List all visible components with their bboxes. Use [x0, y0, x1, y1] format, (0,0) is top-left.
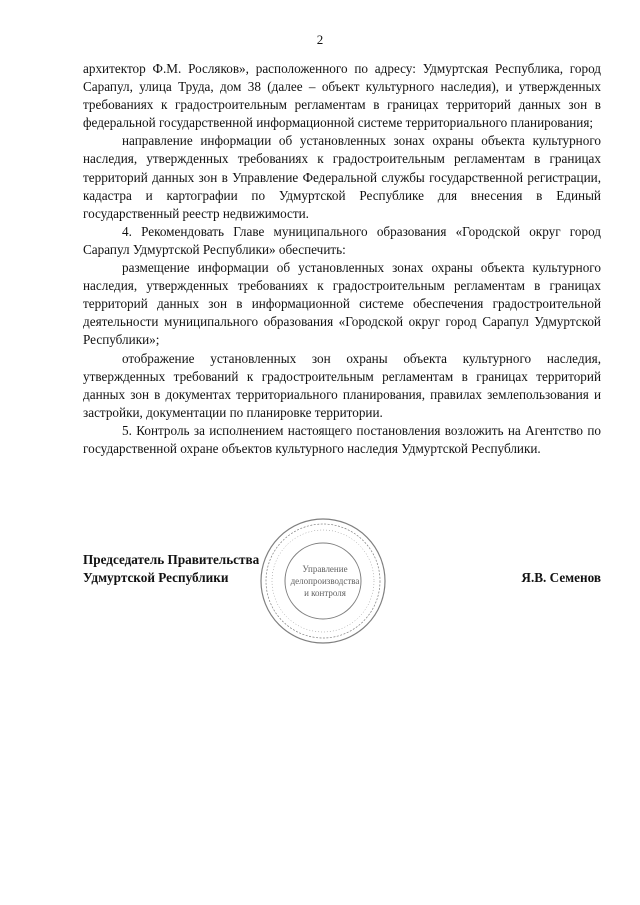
paragraph-4: размещение информации об установленных зонах охраны объекта культурного наследия, утвержденных требованиях к градостроительным регламентам в границах территорий данных зон в информационной системе обеспечения градостроительной деятельности муниципального образования «Городской округ город Сарапул Удмуртской Республики»;	[83, 260, 601, 348]
paragraph-2: направление информации об установленных зонах охраны объекта культурного наследия, утвержденных требованиях к градостроительным регламентам в границах территорий данных зон в Управление Федеральной службы государственной регистрации, кадастра и картографии по Удмуртской Республике для внесения в Единый государственный реестр недвижимости.	[83, 133, 601, 221]
paragraph-5: отображение установленных зон охраны объекта культурного наследия, утвержденных требований к градостроительным регламентам в границах территорий данных зон в документах территориального планирования, правилах землепользования и застройки, документации по планировке территории.	[83, 350, 601, 420]
paragraph-1: архитектор Ф.М. Росляков», расположенного по адресу: Удмуртская Республика, город Сарапул, улица Труда, дом 38 (далее – объект культурного наследия), и утвержденных требованиях к градостроительным регламентам в границах территорий данных зон в федеральной государственной информационной системе территориального планирования;	[83, 61, 601, 131]
signature-block	[83, 551, 601, 588]
document-body	[83, 60, 601, 458]
signatory-name: Я.В. Семенов	[521, 570, 601, 586]
seal-text-2: делопроизводства	[290, 576, 360, 586]
paragraph-3: 4. Рекомендовать Главе муниципального образования «Городской округ город Сарапул Удмуртской Республики» обеспечить:	[83, 223, 601, 257]
paragraph-6: 5. Контроль за исполнением настоящего постановления возложить на Агентство по государственной охране объектов культурного наследия Удмуртской Республики.	[83, 422, 601, 456]
seal-text-3: и контроля	[304, 588, 346, 598]
signatory-title-line1: Председатель Правительства	[83, 552, 260, 567]
page-number: 2	[316, 32, 324, 47]
signatory-title-line2: Удмуртской Республики	[83, 570, 229, 586]
seal-text-1: Управление	[302, 564, 348, 574]
